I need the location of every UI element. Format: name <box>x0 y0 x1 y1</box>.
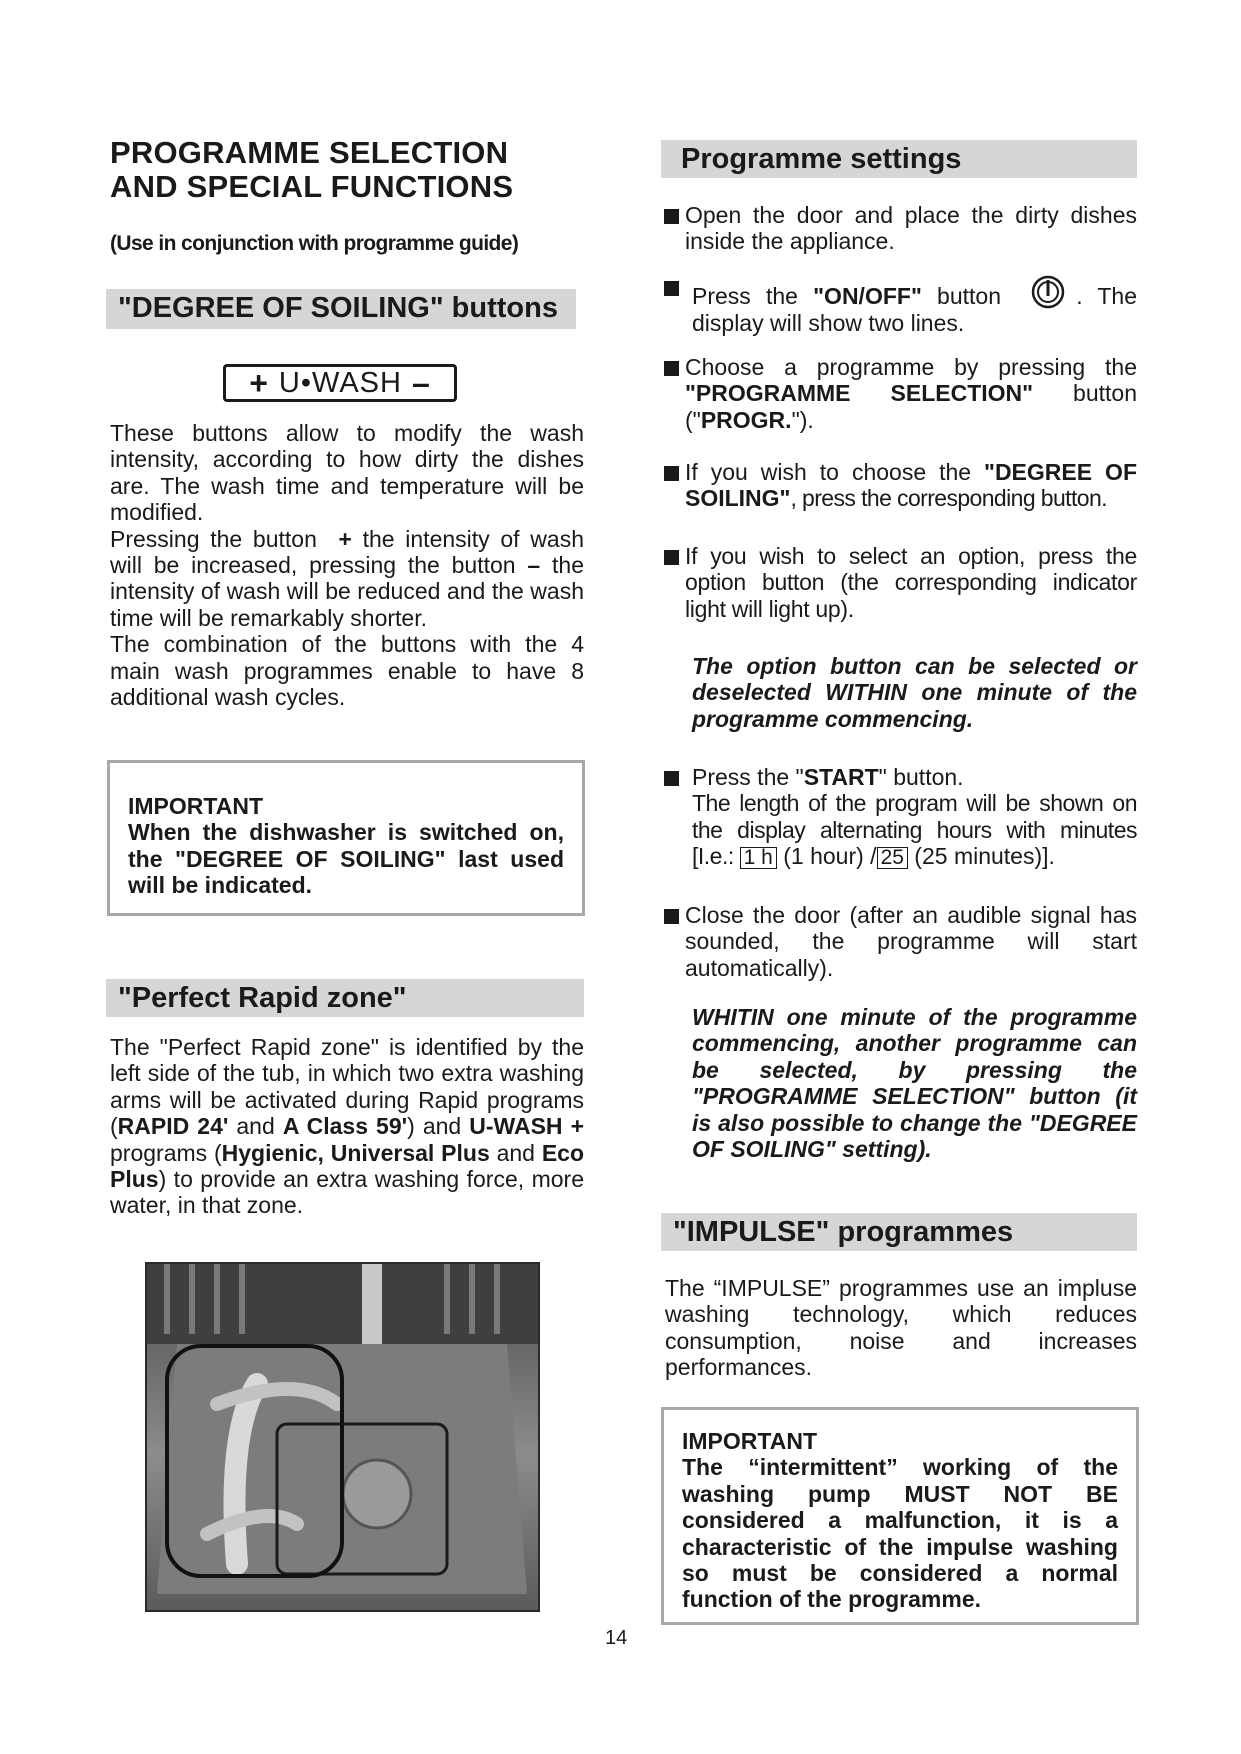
important-heading: IMPORTANT <box>682 1428 818 1454</box>
plus-icon: + <box>249 364 269 401</box>
step-close-door <box>661 902 1137 981</box>
degree-para-2-a: Pressing the button <box>110 525 317 552</box>
rapid-bold-3: U-WASH + <box>469 1113 584 1140</box>
rapid-text-6: ) to provide an extra washing force, more water, in that zone. <box>110 1166 584 1219</box>
step-onoff-b: button <box>921 283 1001 309</box>
start-label: START <box>803 764 879 790</box>
step-option-text: If you wish to select an option, press the option button (the corresponding indicator light will light up). <box>685 543 1137 622</box>
rapid-text-2: and <box>228 1113 283 1140</box>
impulse-heading: "IMPULSE" programmes <box>661 1213 1137 1251</box>
step-close-door-text: Close the door (after an audible signal has sounded, the programme will start automatically). <box>685 902 1137 981</box>
step-start <box>661 764 1137 870</box>
step-open-door-text: Open the door and place the dirty dishes inside the appliance. <box>685 202 1137 255</box>
subtitle: (Use in conjunction with programme guide) <box>110 232 519 255</box>
plus-symbol: + <box>338 525 352 552</box>
step-start-a: Press the " <box>692 764 804 790</box>
bullet-square-icon <box>664 281 679 296</box>
degree-heading: "DEGREE OF SOILING" buttons <box>106 289 576 329</box>
step-option <box>661 543 1137 622</box>
rapid-text-5: and <box>489 1139 542 1166</box>
settings-heading: Programme settings <box>661 140 1137 178</box>
important-text: The “intermittent” working of the washing pump MUST NOT BE considered a malfunction, it is a characteristic of the impulse washing so must be considered a normal function of the programme. <box>682 1454 1118 1613</box>
degree-para-1: These buttons allow to modify the wash intensity, according to how dirty the dishes are. The wash time and temperature will be modified. <box>110 420 584 526</box>
uwash-label: U•WASH <box>278 366 402 399</box>
bullet-square-icon <box>664 209 679 224</box>
page-number: 14 <box>605 1627 628 1649</box>
page-title <box>110 136 590 204</box>
programme-selection-label: "PROGRAMME SELECTION" <box>685 380 1034 407</box>
step-degree-a: If you wish to choose the <box>685 459 985 485</box>
step-onoff-c: . The display will show two lines. <box>692 283 1138 336</box>
bullet-square-icon <box>664 771 679 786</box>
step-onoff-a: Press the <box>692 283 814 309</box>
minus-symbol: – <box>527 552 541 579</box>
step-degree-b: , press the corresponding button. <box>790 485 1107 512</box>
display-minutes-box: 25 <box>877 847 908 869</box>
step-degree-text <box>685 459 1137 512</box>
bullet-square-icon <box>664 909 679 924</box>
rapid-text-3: ) and <box>407 1113 470 1140</box>
power-icon <box>1030 274 1066 310</box>
step-onoff-text <box>692 274 1137 336</box>
option-note: The option button can be selected or deselected WITHIN one minute of the programme commencing. <box>692 653 1137 732</box>
rapid-bold-4: Hygienic, Universal Plus <box>221 1139 490 1166</box>
step-onoff <box>661 274 1137 336</box>
progr-label: PROGR. <box>700 406 792 433</box>
important-heading: IMPORTANT <box>128 793 264 819</box>
uwash-button-graphic <box>223 364 457 402</box>
degree-para-2-c: the intensity of wash will be reduced and the wash time will be remarkably shorter. <box>110 552 585 631</box>
title-line-2: AND SPECIAL FUNCTIONS <box>110 169 514 204</box>
rapid-text-1: The "Perfect Rapid zone" is identified by the left side of the tub, in which two extra washing arms will be activated during Rapid programs ( <box>110 1034 584 1140</box>
important-box-left <box>107 760 585 916</box>
degree-para-2 <box>110 526 584 632</box>
step-choose-programme-text <box>685 354 1137 433</box>
rapid-heading: "Perfect Rapid zone" <box>106 979 584 1017</box>
degree-para-2-b: the intensity of wash will be increased, pressing the button <box>110 525 585 579</box>
degree-description <box>110 420 584 710</box>
dishwasher-tub-illustration <box>147 1264 538 1610</box>
rapid-description <box>110 1034 584 1219</box>
rapid-zone-photo <box>145 1262 540 1612</box>
step-degree-soiling <box>661 459 1137 512</box>
degree-para-3: The combination of the buttons with the 4 main wash programmes enable to have 8 additional wash cycles. <box>110 631 584 711</box>
step-start-c: The length of the program will be shown on the display alternating hours with minutes [I.e.: <box>692 790 1137 870</box>
minus-icon: – <box>411 364 431 401</box>
rapid-bold-5: Eco Plus <box>110 1139 584 1193</box>
step-start-text <box>692 764 1137 870</box>
bullet-square-icon <box>664 550 679 565</box>
rapid-bold-1: RAPID 24' <box>117 1113 229 1140</box>
step-start-b: " button. <box>878 764 964 790</box>
step-start-e: (25 minutes)]. <box>907 843 1055 870</box>
step-choose-programme <box>661 354 1137 433</box>
display-hours-box: 1 h <box>740 847 777 869</box>
impulse-description: The “IMPULSE” programmes use an impluse washing technology, which reduces consumption, noise and increases performances. <box>665 1275 1137 1381</box>
step-choose-b: button (" <box>685 380 1137 433</box>
bullet-square-icon <box>664 466 679 481</box>
bullet-square-icon <box>664 361 679 376</box>
important-text: When the dishwasher is switched on, the "DEGREE OF SOILING" last used will be indicated. <box>128 819 564 899</box>
rapid-text-4: programs ( <box>110 1139 222 1166</box>
important-box-right <box>661 1407 1139 1625</box>
step-open-door <box>661 202 1137 255</box>
step-choose-c: "). <box>791 406 814 433</box>
title-line-1: PROGRAMME SELECTION <box>110 135 509 170</box>
rapid-bold-2: A Class 59' <box>282 1113 408 1140</box>
step-start-d: (1 hour) / <box>776 843 877 870</box>
onoff-label: "ON/OFF" <box>813 283 922 309</box>
degree-of-soiling-label: "DEGREE OF SOILING" <box>685 459 1137 512</box>
step-choose-a: Choose a programme by pressing the <box>685 354 1137 380</box>
programme-change-note: WHITIN one minute of the programme commencing, another programme can be selected, by pressing the "PROGRAMME SELECTION" button (it is also possible to change the "DEGREE OF SOILING" setting). <box>692 1004 1137 1163</box>
